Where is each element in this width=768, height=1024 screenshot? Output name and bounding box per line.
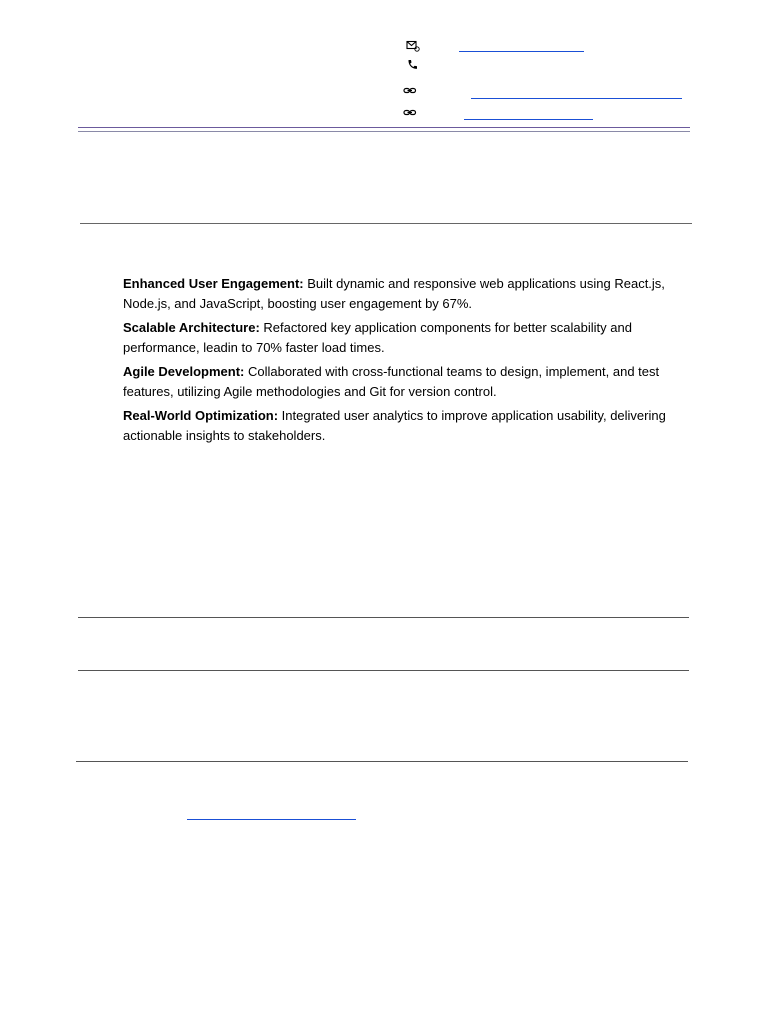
bullet-item bbox=[123, 406, 703, 445]
bullet-lead: Agile Development: bbox=[123, 364, 245, 379]
bullet-text: Integrated user analytics to improve application usability, delivering actionable insights to stakeholders. bbox=[123, 408, 666, 443]
bullet-text: Built dynamic and responsive web applications using React.js, Node.js, and JavaScript, boosting user engagement by 67%. bbox=[123, 276, 665, 311]
header-divider-bottom bbox=[78, 131, 690, 132]
bullet-item bbox=[123, 362, 703, 401]
profile-link-2[interactable] bbox=[464, 119, 593, 120]
email-icon bbox=[406, 40, 420, 52]
section-divider bbox=[78, 617, 689, 618]
footer-link[interactable] bbox=[187, 819, 356, 820]
section-divider bbox=[76, 761, 688, 762]
bullet-lead: Scalable Architecture: bbox=[123, 320, 260, 335]
bullet-text: Refactored key application components for better scalability and performance, leadin to 70% faster load times. bbox=[123, 320, 632, 355]
phone-icon bbox=[406, 59, 420, 71]
bullet-text: Collaborated with cross-functional teams to design, implement, and test features, utilizing Agile methodologies and Git for version control. bbox=[123, 364, 660, 399]
link-icon bbox=[403, 85, 417, 97]
link-icon bbox=[403, 107, 417, 119]
email-link[interactable] bbox=[459, 51, 584, 52]
header-divider-top bbox=[78, 127, 690, 128]
section-divider bbox=[80, 223, 692, 224]
bullet-item bbox=[123, 318, 703, 357]
section-divider bbox=[78, 670, 689, 671]
experience-bullets bbox=[123, 274, 703, 450]
bullet-item bbox=[123, 274, 703, 313]
bullet-lead: Enhanced User Engagement: bbox=[123, 276, 304, 291]
profile-link-1[interactable] bbox=[471, 98, 682, 99]
bullet-lead: Real-World Optimization: bbox=[123, 408, 279, 423]
